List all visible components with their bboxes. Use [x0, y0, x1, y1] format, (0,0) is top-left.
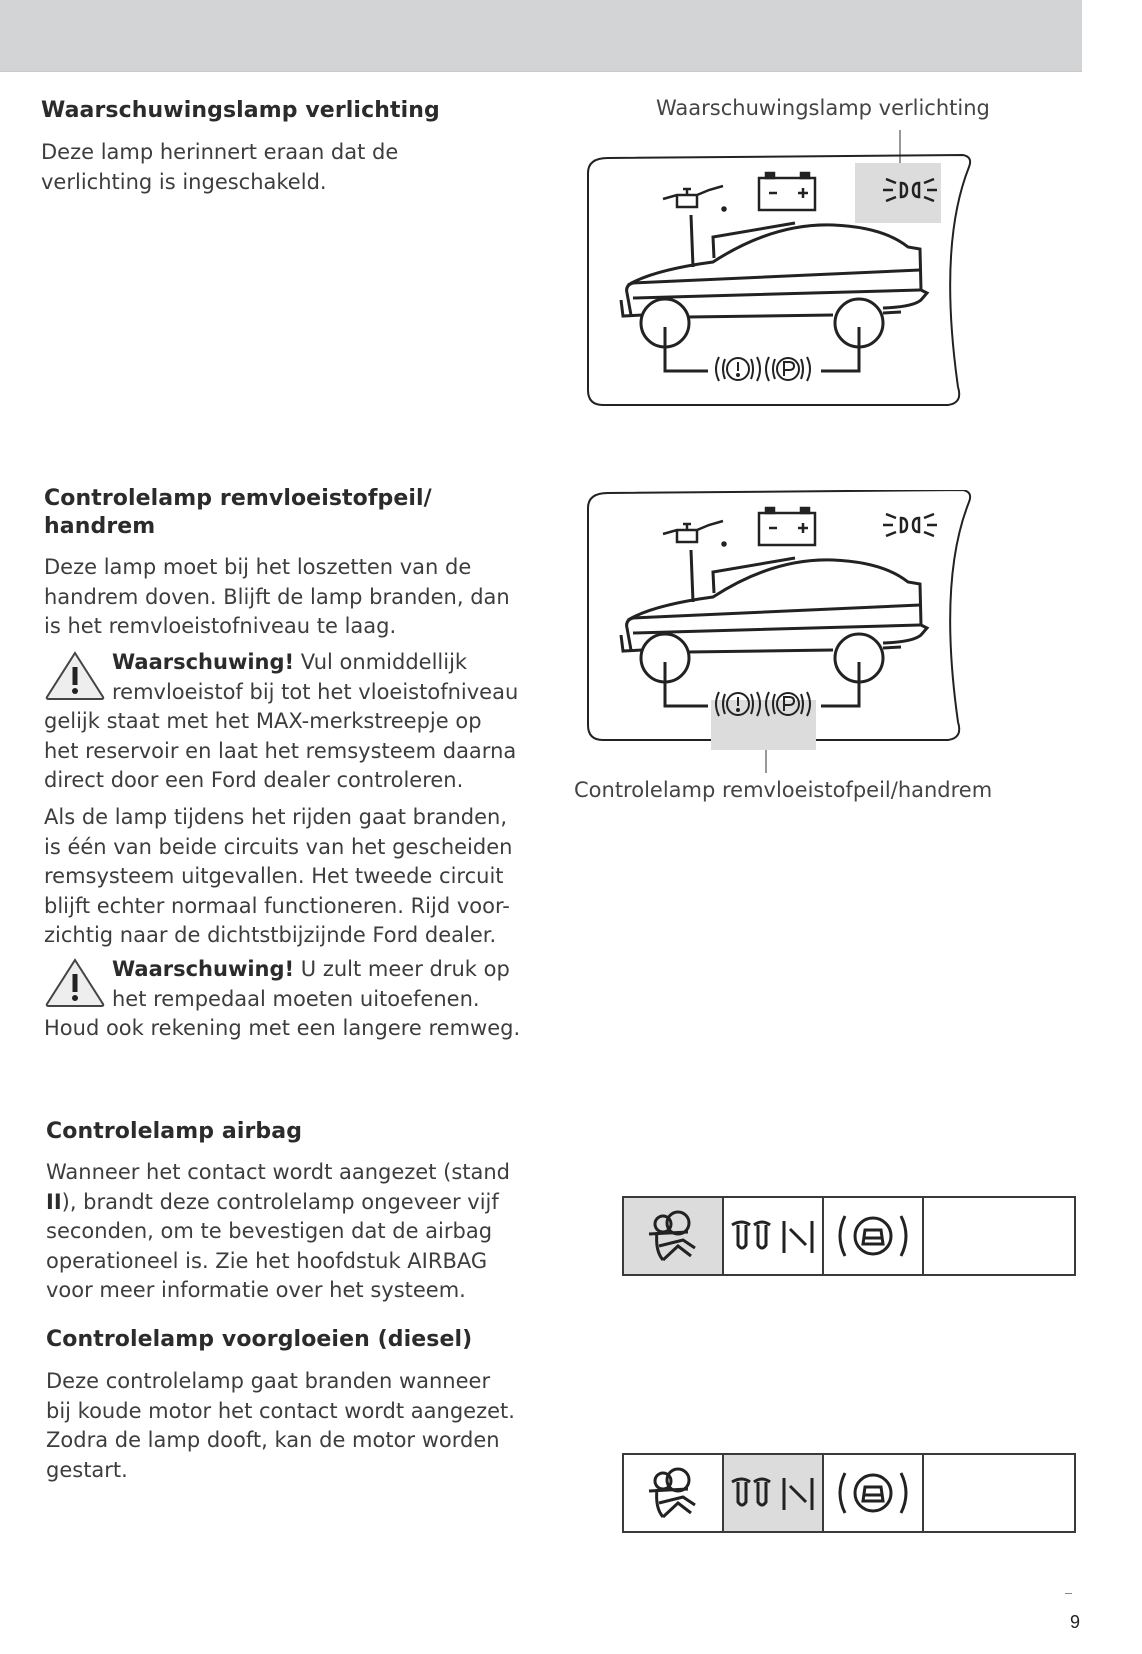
strip-cell-empty [924, 1455, 1074, 1531]
brake-warning-icon [716, 357, 760, 381]
figure-caption-brake: Controlelamp remvloeistofpeil/handrem [574, 778, 993, 802]
indicator-strip-airbag [622, 1196, 1076, 1276]
section-text-glowplug: Deze controlelamp gaat branden wanneer bij koude motor het contact wordt aangezet. Zodra de lamp dooft, kan de motor worden gestart. [46, 1369, 515, 1482]
warning-triangle-icon [44, 957, 106, 1009]
section-text-lighting: Deze lamp herinnert eraan dat de verlichting is ingeschakeld. [41, 140, 399, 194]
oil-can-icon [663, 521, 726, 546]
section-text-brake-2: Als de lamp tijdens het rijden gaat branden, is één van beide circuits van het gescheiden remsysteem uitgevallen. Het tweede circuit blijft echter normaal functioneren. Rijd voor-zichtig naar de dichtstbijzijnde Ford dealer. [44, 805, 513, 948]
warning-text: U zult meer druk op het rempedaal moeten uitoefenen. Houd ook rekening met een langere remweg. [44, 957, 521, 1041]
figure-caption-lighting: Waarschuwingslamp verlichting [656, 96, 990, 120]
page-tick [1065, 1593, 1072, 1594]
battery-icon [759, 173, 815, 210]
strip-cell-glowplug [724, 1198, 824, 1274]
page-number: 9 [1070, 1612, 1081, 1632]
glow-plug-icon [728, 1468, 818, 1518]
section-title-brake-line1: Controlelamp remvloeistofpeil/ [44, 486, 432, 511]
section-title-brake-line2: handrem [44, 514, 156, 539]
header-band [0, 0, 1082, 72]
battery-icon [759, 508, 815, 545]
indicator-strip-glowplug [622, 1453, 1076, 1533]
airbag-icon [643, 1206, 703, 1266]
traction-control-icon [833, 1206, 913, 1266]
section-text-brake-1: Deze lamp moet bij het loszetten van de handrem doven. Blijft de lamp branden, dan is het remvloeistofniveau te laag. [44, 555, 510, 639]
highlight-headlamp [855, 163, 941, 223]
glow-plug-icon [728, 1211, 818, 1261]
strip-cell-airbag [624, 1198, 724, 1274]
warning-triangle-icon [44, 650, 106, 702]
parking-brake-icon [766, 357, 810, 381]
strip-cell-traction [824, 1198, 924, 1274]
airbag-icon [643, 1463, 703, 1523]
section-title-lighting: Waarschuwingslamp verlichting [41, 98, 440, 123]
warning-block-2 [44, 955, 524, 1044]
section-title-airbag: Controlelamp airbag [46, 1119, 303, 1144]
headlamp-icon [883, 514, 937, 536]
warning-label: Waarschuwing! [112, 957, 295, 981]
traction-control-icon [833, 1463, 913, 1523]
section-text-airbag: Wanneer het contact wordt aangezet (stand II), brandt deze controlelamp ongeveer vijf seconden, om te bevestigen dat de airbag operationeel is. Zie het hoofdstuk AIRBAG voor meer informatie over het systeem. [46, 1160, 511, 1303]
strip-cell-traction [824, 1455, 924, 1531]
car-silhouette [621, 550, 927, 706]
oil-can-icon [663, 186, 726, 211]
strip-cell-empty [924, 1198, 1074, 1274]
warning-text: Vul onmiddellijk remvloeistof bij tot het vloeistofniveau gelijk staat met het MAX-merkstreepje op het reservoir en laat het remsysteem daarna direct door een Ford dealer controleren. [44, 650, 519, 793]
warning-label: Waarschuwing! [112, 650, 295, 674]
strip-cell-glowplug [724, 1455, 824, 1531]
strip-cell-airbag [624, 1455, 724, 1531]
car-warning-panel-figure-1 [583, 125, 983, 415]
section-title-glowplug: Controlelamp voorgloeien (diesel) [46, 1327, 473, 1352]
car-warning-panel-figure-2 [583, 490, 983, 780]
warning-block-1 [44, 648, 519, 796]
car-silhouette [621, 215, 927, 371]
